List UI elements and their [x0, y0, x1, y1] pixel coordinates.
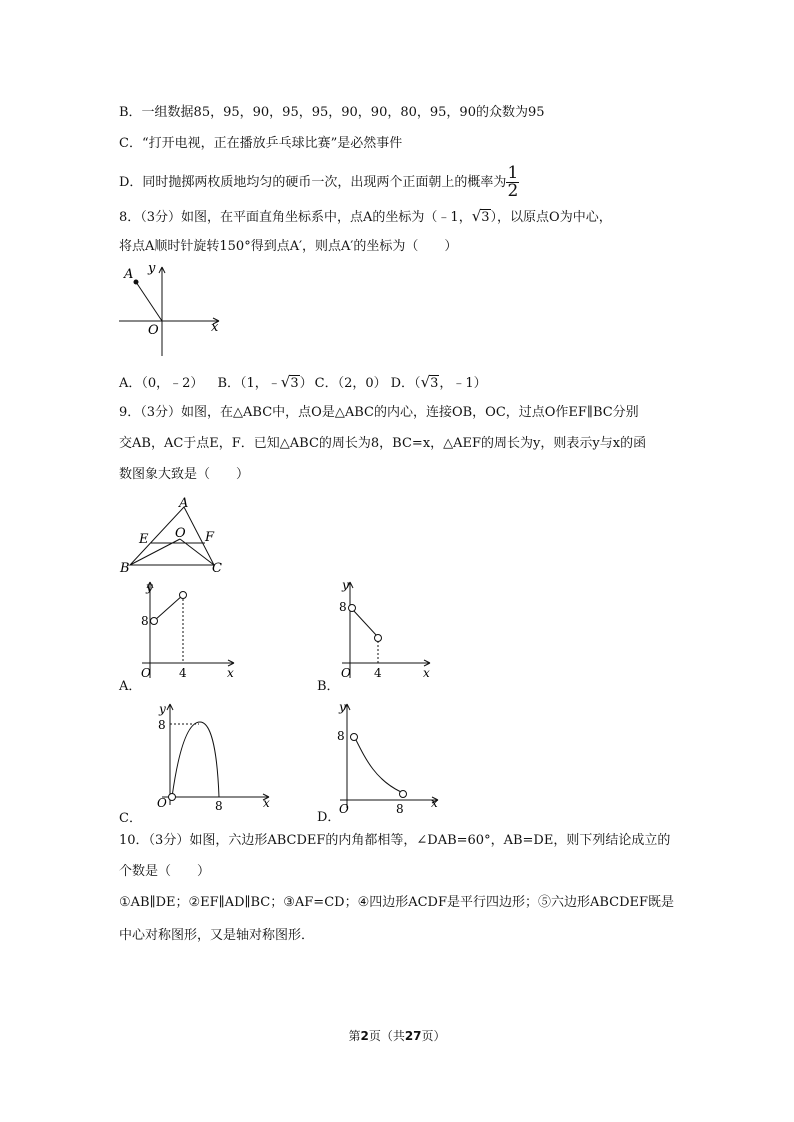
q9-graph-a: [130, 578, 260, 688]
q9-stem-line3: 数图象大致是（ ）: [119, 467, 250, 482]
triangle-label-b: B: [120, 561, 130, 576]
q9-graph-c: [145, 700, 285, 815]
point-a-label: A: [124, 267, 134, 282]
svg-text:4: 4: [179, 666, 187, 680]
probability-fraction: [506, 165, 519, 200]
svg-text:4: 4: [374, 666, 382, 680]
q8-coordinate-figure: [115, 262, 235, 362]
q9-graph-d-option: D．: [317, 810, 341, 825]
svg-text:x: x: [263, 796, 270, 810]
q7-option-d-text: D．同时抛掷两枚质地均匀的硬币一次，出现两个正面朝上的概率为: [119, 175, 507, 190]
q8-option-b: B．（1，﹣√3）: [217, 373, 313, 391]
fraction-denominator: 2: [507, 181, 519, 201]
q9-graph-a-option: A．: [119, 679, 142, 694]
svg-text:O: O: [339, 802, 349, 816]
svg-text:8: 8: [396, 802, 404, 816]
total-page-count: 27: [404, 1029, 422, 1043]
q10-stem-line3: ①AB∥DE；②EF∥AD∥BC；③AF=CD；④四边形ACDF是平行四边形；⑤六边形ABCDEF既是: [119, 895, 675, 910]
triangle-label-e: E: [139, 532, 149, 547]
q8-stem-part1: 8．（3分）如图，在平面直角坐标系中，点A的坐标为（﹣1，: [119, 210, 472, 225]
svg-text:8: 8: [337, 729, 345, 743]
svg-text:8: 8: [339, 600, 347, 614]
svg-text:x: x: [227, 666, 234, 680]
q9-graph-b: [330, 578, 460, 688]
origin-label: O: [148, 323, 159, 338]
svg-text:8: 8: [158, 718, 166, 732]
svg-text:y: y: [342, 578, 349, 592]
q7-option-c: C．“打开电视，正在播放乒乓球比赛”是必然事件: [119, 136, 403, 151]
svg-text:y: y: [339, 700, 346, 714]
q8-option-d: D．（√3，﹣1）: [390, 373, 487, 391]
q9-stem-line2: 交AB，AC于点E，F．已知△ABC的周长为8，BC=x，△AEF的周长为y，则表示y与x的函: [119, 436, 647, 451]
q9-graph-b-option: B．: [317, 679, 340, 694]
q8-options: [119, 372, 487, 394]
triangle-label-o: O: [175, 526, 186, 541]
fraction-numerator: 1: [507, 163, 519, 183]
triangle-label-f: F: [205, 530, 215, 545]
q9-triangle-figure: [115, 495, 235, 575]
q10-stem-line2: 个数是（ ）: [119, 864, 211, 879]
svg-text:x: x: [423, 666, 430, 680]
svg-text:y: y: [159, 702, 166, 716]
q9-graph-d: [330, 700, 470, 815]
q8-option-c: C．（2，0）: [314, 376, 387, 391]
triangle-label-a: A: [179, 496, 189, 511]
q9-graph-c-option: C．: [119, 811, 142, 826]
q7-option-b: B．一组数据85，95，90，95，95，90，90，80，95，90的众数为95: [119, 105, 545, 120]
q7-option-d: [119, 165, 519, 200]
y-axis-label: y: [148, 261, 156, 276]
q10-stem-line4: 中心对称图形，又是轴对称图形．: [119, 928, 315, 943]
svg-text:y: y: [146, 580, 153, 594]
triangle-label-c: C: [212, 561, 222, 576]
q9-stem-line1: 9．（3分）如图，在△ABC中，点O是△ABC的内心，连接OB，OC，过点O作EF∥BC分别: [119, 405, 639, 420]
svg-text:O: O: [341, 666, 351, 680]
q8-option-a: A．（0，﹣2）: [119, 376, 204, 391]
svg-text:O: O: [141, 666, 151, 680]
svg-text:x: x: [431, 796, 438, 810]
x-axis-label: x: [211, 320, 219, 335]
point-a-dot: [134, 280, 139, 285]
q8-stem-line2: 将点A顺时针旋转150°得到点A′，则点A′的坐标为（ ）: [119, 239, 458, 254]
q10-stem-line1: 10．（3分）如图，六边形ABCDEF的内角都相等，∠DAB=60°，AB=DE，则下列结论成立的: [119, 833, 671, 848]
q8-stem-line1: 8．（3分）如图，在平面直角坐标系中，点A的坐标为（﹣1，√3），以原点O为中心，: [119, 207, 612, 225]
current-page-number: 2: [360, 1029, 369, 1043]
svg-text:O: O: [157, 796, 167, 810]
q8-stem-part2: ），以原点O为中心，: [490, 210, 612, 225]
svg-text:8: 8: [215, 799, 223, 813]
svg-text:8: 8: [141, 614, 149, 628]
q8-stem-radicand: 3: [481, 210, 490, 225]
page-footer: 第2页（共27页）: [348, 1029, 446, 1043]
